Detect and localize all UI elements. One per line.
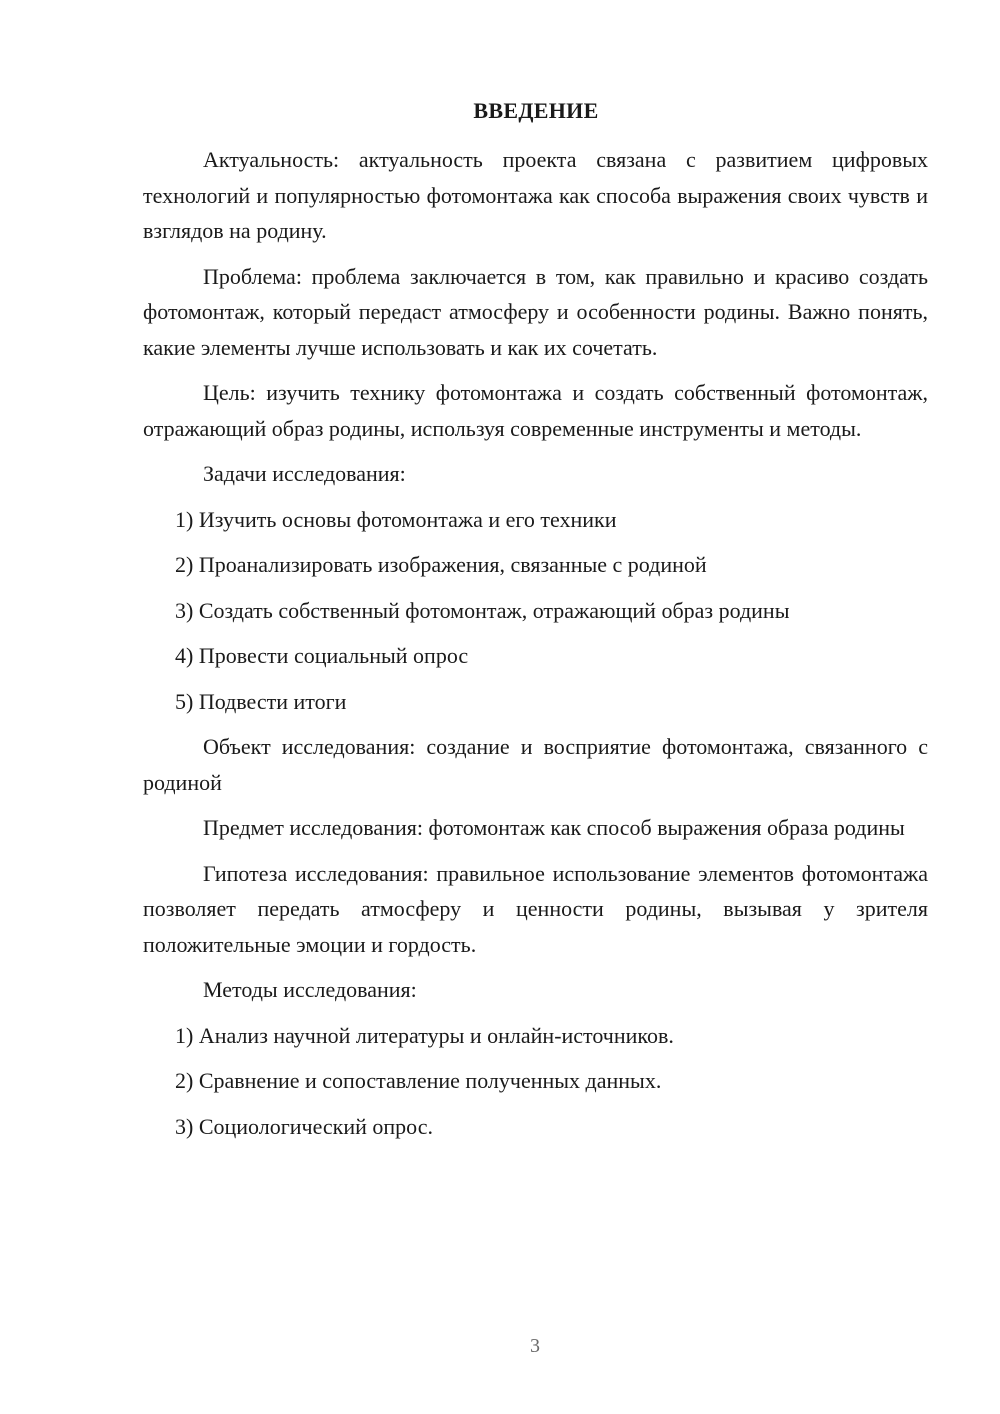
paragraph-problem: Проблема: проблема заключается в том, как правильно и красиво создать фотомонтаж, который передаст атмосферу и особенности родины. Важно понять, какие элементы лучше использовать и как их сочетать. (143, 263, 928, 360)
list-item: 4) Провести социальный опрос (175, 643, 469, 668)
paragraph-goal: Цель: изучить технику фотомонтажа и создать собственный фотомонтаж, отражающий образ родины, используя современные инструменты и методы. (143, 380, 928, 441)
methods-list (143, 1018, 928, 1145)
list-item: 3) Социологический опрос. (175, 1113, 433, 1139)
list-item: 3) Создать собственный фотомонтаж, отражающий образ родины (175, 597, 790, 623)
list-item: 1) Изучить основы фотомонтажа и его техники (175, 506, 617, 532)
paragraph-hypothesis: Гипотеза исследования: правильное использование элементов фотомонтажа позволяет передать атмосферу и ценности родины, вызывая у зрителя положительные эмоции и гордость. (143, 860, 928, 957)
paragraph-object: Объект исследования: создание и восприятие фотомонтажа, связанного с родиной (143, 734, 928, 795)
methods-heading: Методы исследования: (203, 977, 417, 1002)
paragraph-subject: Предмет исследования: фотомонтаж как способ выражения образа родины (203, 815, 905, 840)
list-item: 2) Проанализировать изображения, связанные с родиной (175, 552, 707, 577)
list-item: 1) Анализ научной литературы и онлайн-источников. (175, 1022, 674, 1048)
page-title: ВВЕДЕНИЕ (473, 98, 599, 123)
tasks-list (143, 502, 928, 720)
page-number: 3 (530, 1335, 540, 1357)
paragraph-relevance: Актуальность: актуальность проекта связана с развитием цифровых технологий и популярностью фотомонтажа как способа выражения своих чувств и взглядов на родину. (143, 147, 928, 243)
tasks-heading: Задачи исследования: (203, 461, 406, 486)
list-item: 2) Сравнение и сопоставление полученных данных. (175, 1068, 662, 1093)
document-body (143, 142, 928, 1154)
list-item: 5) Подвести итоги (175, 688, 347, 714)
